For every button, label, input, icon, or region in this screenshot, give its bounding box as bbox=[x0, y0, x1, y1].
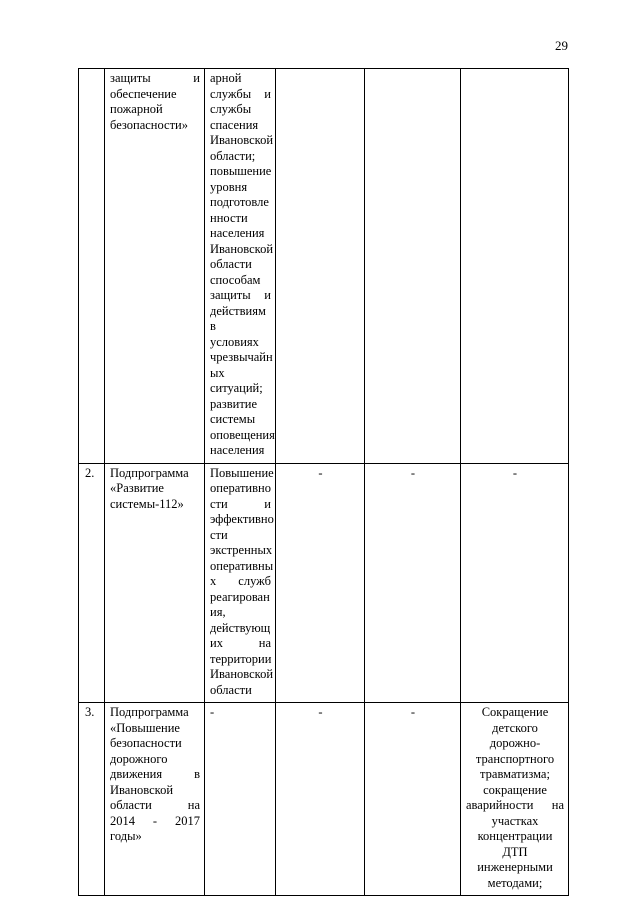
table-row bbox=[79, 463, 569, 703]
row-number-cell: 3. bbox=[79, 703, 105, 896]
indicator-cell-1: - bbox=[276, 703, 365, 896]
subprogram-name-cell: защиты и обеспечение пожарной безопасности» bbox=[105, 69, 205, 464]
table-row bbox=[79, 703, 569, 896]
goal-cell: - bbox=[205, 703, 276, 896]
subprogram-name-cell: Подпрограмма «Повышение безопасности дорожного движения в Ивановской области на 2014 - 2017 годы» bbox=[105, 703, 205, 896]
indicator-cell-2: - bbox=[365, 703, 461, 896]
indicator-cell-3: - bbox=[461, 463, 569, 703]
indicator-cell-3 bbox=[461, 69, 569, 464]
indicator-cell-3: Сокращение детского дорожно- транспортного травматизма; сокращение аварийности на участках концентрации ДТП инженерными методами; bbox=[461, 703, 569, 896]
goal-cell: арной службы и службы спасения Ивановской области; повышение уровня подготовле нности населения Ивановской области способам защиты и действиям в условиях чрезвычайн ых ситуаций; развитие системы оповещения населения bbox=[205, 69, 276, 464]
indicator-cell-1: - bbox=[276, 463, 365, 703]
row-number-cell bbox=[79, 69, 105, 464]
goal-cell: Повышение оперативно сти и эффективно сти экстренных оперативны х служб реагирован ия, действующ их на территории Ивановской области bbox=[205, 463, 276, 703]
indicator-cell-2: - bbox=[365, 463, 461, 703]
program-table bbox=[78, 68, 569, 896]
subprogram-name-cell: Подпрограмма «Развитие системы-112» bbox=[105, 463, 205, 703]
page-number: 29 bbox=[555, 38, 568, 53]
row-number-cell: 2. bbox=[79, 463, 105, 703]
indicator-cell-1 bbox=[276, 69, 365, 464]
table-row bbox=[79, 69, 569, 464]
indicator-cell-2 bbox=[365, 69, 461, 464]
